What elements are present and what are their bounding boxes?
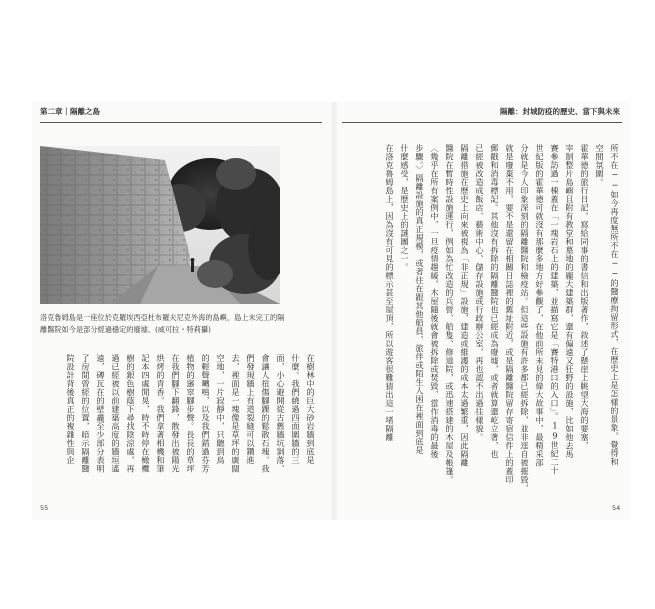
text-line: 已經被改造成飯店、藝術中心、儲存設施或行政辦公室，再也認不出過往樣貌。: [475, 144, 485, 442]
text-line: 就是廢棄不用，要不是還留在相關日誌裡的舊址附近，或是隔離醫院留存寄宿信件上的蓋印: [505, 144, 515, 484]
text-line: 了房間曾經的位置，暗示隔離醫: [81, 354, 91, 473]
quarantine-ruins-photo: [40, 146, 280, 304]
left-page-body: [50, 354, 318, 504]
text-line: 醫院在暫時性設施運行，例如為忙改造的兵營、船隻、修道院，或迅速搭建的木屋及帳篷。: [445, 144, 455, 484]
text-line: 去，裡面是一塊像是草坪的廣闊: [231, 354, 241, 473]
text-line: 植物的窸窣腳步聲。長長的草坪: [186, 354, 196, 473]
text-line: 在洛克魯姆島上，因為沒有可見的標示甚至屋頂，所以遊客很難猜出這一堵隔離: [385, 144, 395, 442]
text-line: 什麼。我們繞過四面圍牆的三: [291, 354, 301, 465]
text-line: 遠，磚瓦在的壁龕至少部分表明: [96, 354, 106, 473]
text-line: 空地，一片寂靜中，只聽到鳥: [216, 354, 226, 465]
left-page-number: 55: [40, 504, 49, 512]
text-line: 樹的銀色樹蔭下尋找陰涼處，再: [126, 354, 136, 473]
text-line: 分就是今人印象深刻的隔離醫院和檢疫站。但這些設施有許多都已經拆除，並非逕自被摧毀，: [520, 144, 530, 493]
left-header-rule: [40, 122, 322, 123]
text-line: 的輕聲囀鳴，以及我們錯過芬芳: [201, 354, 211, 473]
text-line: 在樹林中的巨大砂岩牆到底是: [306, 354, 316, 465]
text-line: 過已經被以前建築高度的牆垣遙: [111, 354, 121, 473]
text-line: 所不在──如今再度無所不在──的醫療拘留形式，在歷史上是怎樣的景象，覺得和: [610, 144, 620, 466]
right-running-header: 隔離：封城防疫的歷史、當下與未來: [500, 107, 620, 116]
text-line: 院設計背後真正的複雜性與企: [66, 354, 76, 465]
book-gutter: [330, 102, 338, 520]
left-running-header: 第二章｜隔離之島: [40, 107, 100, 116]
text-line: 賽參訪過一棟蓋在「一塊岩石上的建築，並描寫它是「賽特港口的入口」。19世紀二十: [550, 144, 560, 475]
right-page-body: [358, 144, 622, 504]
text-line: 在我們腳下翻鋒，散發出被陽光: [171, 354, 181, 473]
text-line: 世紀版的霍華德可就沒有那麼多地方好參觀了，在他前所未見的偉大故事中，最精采部: [535, 144, 545, 467]
text-line: 烘烤的青香。我們拿著相機和筆: [156, 354, 166, 473]
right-header-rule: [342, 122, 622, 123]
text-line: 郵戳和消毒標記。其他沒有拆除的隔離醫院也已經成為廢墟，或者就算還屹立著，也: [490, 144, 500, 459]
text-line: 空間氛圍。: [595, 144, 605, 187]
text-line: 〈幾乎在所有案例中，一旦疫情趨緩，木屋隨後就會被拆除或焚毀，當作消毒的最後: [430, 144, 440, 459]
right-page-number: 54: [612, 504, 621, 512]
book-spread: [32, 102, 630, 520]
text-line: 什麼感受，是歷史上的謎團之一。: [400, 144, 410, 272]
text-line: 面，小心避開從古舊牆坑剝落、: [276, 354, 286, 473]
text-line: 隔離措施在歷史上向來被視為「非正規」設施，建造或維護的成本太過繁重，因此隔離: [460, 144, 470, 467]
text-line: 會讓人扭傷腳踝的鬆散石塊。我: [261, 354, 271, 473]
text-line: 記本四處閒晃，時不時停在橄欖: [141, 354, 151, 473]
text-line: 霍華德的旅行日記，寫給同事的書信和出版著作，敘述了懸崖上眺望大海的要塞，: [580, 144, 590, 450]
text-line: 們發現牆上有道裂縫可以鑽進: [246, 354, 256, 465]
text-line: 步驟。〉隔離設施的真正規模，或者往在跟其他船員、旅伴或陌生人困在裡面到底是: [415, 144, 425, 455]
photo-caption: 洛克魯姆島是一座位於克羅埃西亞杜布羅夫尼克外海的島嶼，島上未完工的隔離醫院如今是部分經過穩定的廢墟。(威可拉・特莉攝): [40, 313, 285, 334]
text-line: 宰制整片島嶼且附有教堂和墓地的龐大建築群，還有偏遠又狂野的設施，比如他去馬: [565, 144, 575, 459]
